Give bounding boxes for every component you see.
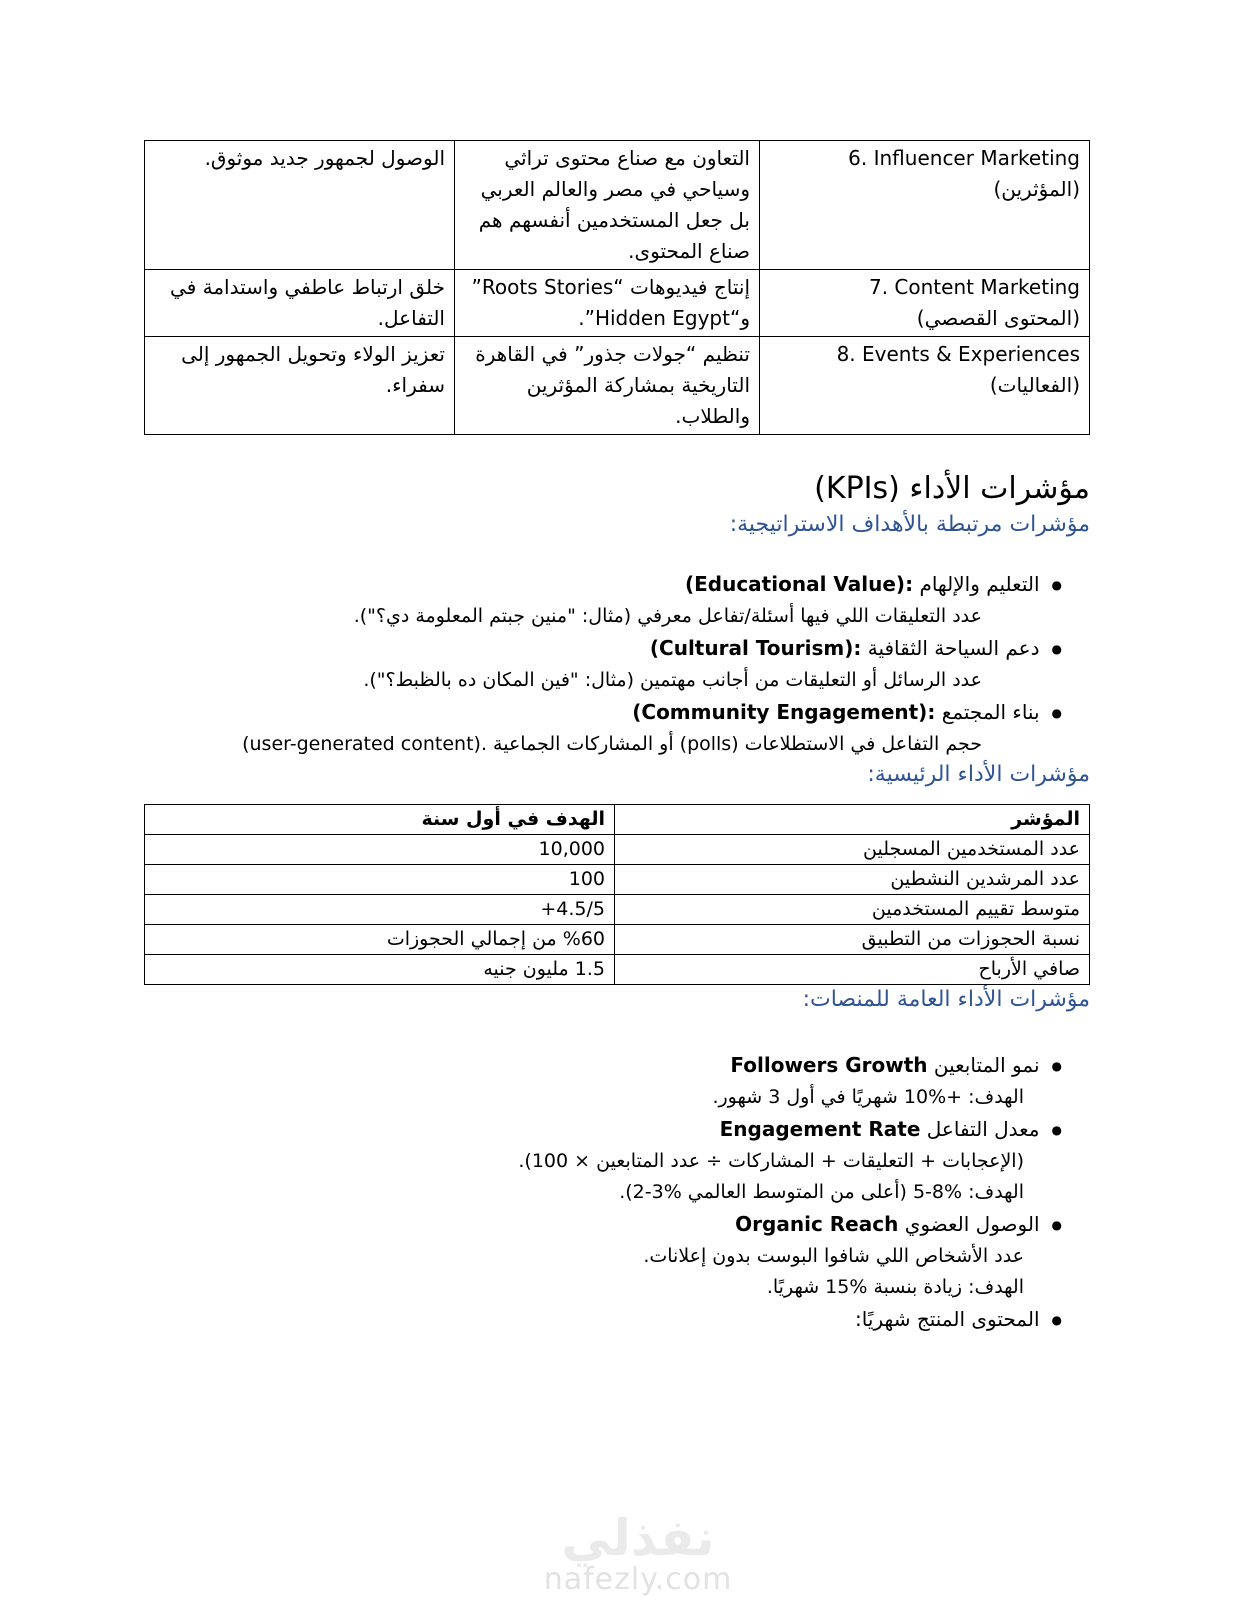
table-row <box>145 141 1090 270</box>
list-item <box>145 1049 1090 1082</box>
kpi-indicator: عدد المستخدمين المسجلين <box>615 835 1090 865</box>
kpi-indicator: نسبة الحجوزات من التطبيق <box>615 925 1090 955</box>
strategy-title-ar: (المحتوى القصصي) <box>916 306 1080 330</box>
section-heading-strategic-kpis: مؤشرات مرتبطة بالأهداف الاستراتيجية: <box>729 512 1090 537</box>
list-item <box>145 1303 1090 1336</box>
bullet-label-ar: معدل التفاعل <box>926 1117 1040 1141</box>
section-heading-main-kpis: مؤشرات الأداء الرئيسية: <box>867 762 1090 787</box>
nafezly-logo: نفذلي <box>561 1509 715 1567</box>
strategy-table <box>144 140 1090 435</box>
table-row <box>145 270 1090 337</box>
bullet-label-ar: بناء المجتمع <box>941 700 1040 724</box>
kpi-target: 4.5/5+ <box>145 895 615 925</box>
bullet-label-ar: نمو المتابعين <box>933 1053 1040 1077</box>
strategy-title-ar: (المؤثرين) <box>993 177 1080 201</box>
bullet-label-en: Engagement Rate <box>719 1117 921 1141</box>
kpi-target: 100 <box>145 865 615 895</box>
list-item-detail: الهدف: +%10 شهريًا في أول 3 شهور. <box>712 1086 1024 1108</box>
list-item <box>145 696 1090 729</box>
table-row <box>145 865 1090 895</box>
bullet-label-ar: التعليم والإلهام <box>919 572 1040 596</box>
page-title: مؤشرات الأداء (KPIs) <box>814 471 1090 506</box>
list-item <box>145 1208 1090 1241</box>
bullet-icon: ● <box>1051 578 1062 592</box>
bullet-label-ar: الوصول العضوي <box>904 1212 1040 1236</box>
bullet-label-en: Followers Growth <box>730 1053 928 1077</box>
table-row <box>145 337 1090 435</box>
kpi-target: 10,000 <box>145 835 615 865</box>
bullet-label-en: Organic Reach <box>735 1212 899 1236</box>
platform-bullet-list <box>145 1049 1090 1336</box>
strategy-cell-category <box>760 337 1090 435</box>
watermark <box>543 1509 733 1597</box>
bullet-icon: ● <box>1051 706 1062 720</box>
list-item-detail: الهدف: زيادة بنسبة %15 شهريًا. <box>766 1276 1024 1298</box>
list-item-detail: حجم التفاعل في الاستطلاعات (polls) أو المشاركات الجماعية .(user-generated content) <box>242 733 982 755</box>
strategy-cell-description: التعاون مع صناع محتوى تراثي وسياحي في مصر والعالم العربي بل جعل المستخدمين أنفسهم هم صناع المحتوى. <box>455 141 760 270</box>
strategy-title: 6. Influencer Marketing <box>848 146 1080 170</box>
bullet-icon: ● <box>1051 1313 1062 1327</box>
strategy-cell-outcome: الوصول لجمهور جديد موثوق. <box>145 141 455 270</box>
strategy-cell-description: إنتاج فيديوهات “Roots Stories” و“Hidden Egypt”. <box>455 270 760 337</box>
bullet-label-ar: المحتوى المنتج شهريًا: <box>855 1307 1040 1331</box>
list-item <box>145 1113 1090 1146</box>
bullet-label-en: (Educational Value): <box>684 572 914 596</box>
kpi-target: %60 من إجمالي الحجوزات <box>145 925 615 955</box>
list-item-detail: الهدف: %8-5 (أعلى من المتوسط العالمي %3-2). <box>619 1181 1024 1203</box>
kpi-target: 1.5 مليون جنيه <box>145 955 615 985</box>
strategy-cell-category <box>760 141 1090 270</box>
list-item-detail: عدد التعليقات اللي فيها أسئلة/تفاعل معرفي (مثال: "منين جبتم المعلومة دي؟"). <box>353 605 982 627</box>
document-page <box>145 140 1090 1336</box>
kpi-indicator: عدد المرشدين النشطين <box>615 865 1090 895</box>
kpi-indicator: صافي الأرباح <box>615 955 1090 985</box>
bullet-label-ar: دعم السياحة الثقافية <box>867 636 1040 660</box>
section-heading-platform-kpis: مؤشرات الأداء العامة للمنصات: <box>802 987 1090 1012</box>
bullet-label-en: (Community Engagement): <box>632 700 936 724</box>
bullet-icon: ● <box>1051 642 1062 656</box>
kpi-header-target: الهدف في أول سنة <box>145 805 615 835</box>
strategy-cell-category <box>760 270 1090 337</box>
bullet-icon: ● <box>1051 1059 1062 1073</box>
strategy-cell-description: تنظيم “جولات جذور” في القاهرة التاريخية بمشاركة المؤثرين والطلاب. <box>455 337 760 435</box>
list-item-detail: عدد الأشخاص اللي شافوا البوست بدون إعلانات. <box>643 1245 1024 1267</box>
bullet-icon: ● <box>1051 1123 1062 1137</box>
list-item <box>145 632 1090 665</box>
table-header-row <box>145 805 1090 835</box>
strategy-cell-outcome: تعزيز الولاء وتحويل الجمهور إلى سفراء. <box>145 337 455 435</box>
strategic-bullet-list <box>145 568 1090 760</box>
kpi-header-indicator: المؤشر <box>615 805 1090 835</box>
table-row <box>145 895 1090 925</box>
strategy-title: 8. Events & Experiences <box>836 342 1080 366</box>
strategy-title-ar: (الفعاليات) <box>989 373 1080 397</box>
strategy-title: 7. Content Marketing <box>868 275 1080 299</box>
table-row <box>145 955 1090 985</box>
kpi-table <box>144 804 1090 985</box>
bullet-label-en: (Cultural Tourism): <box>649 636 862 660</box>
table-row <box>145 925 1090 955</box>
kpi-indicator: متوسط تقييم المستخدمين <box>615 895 1090 925</box>
bullet-icon: ● <box>1051 1218 1062 1232</box>
list-item-detail: عدد الرسائل أو التعليقات من أجانب مهتمين (مثال: "فين المكان ده بالظبط؟"). <box>363 669 982 691</box>
watermark-site-text: nafezly.com <box>543 1562 733 1597</box>
strategy-cell-outcome: خلق ارتباط عاطفي واستدامة في التفاعل. <box>145 270 455 337</box>
table-row <box>145 835 1090 865</box>
list-item <box>145 568 1090 601</box>
list-item-detail: (الإعجابات + التعليقات + المشاركات ÷ عدد المتابعين × 100). <box>518 1150 1024 1172</box>
